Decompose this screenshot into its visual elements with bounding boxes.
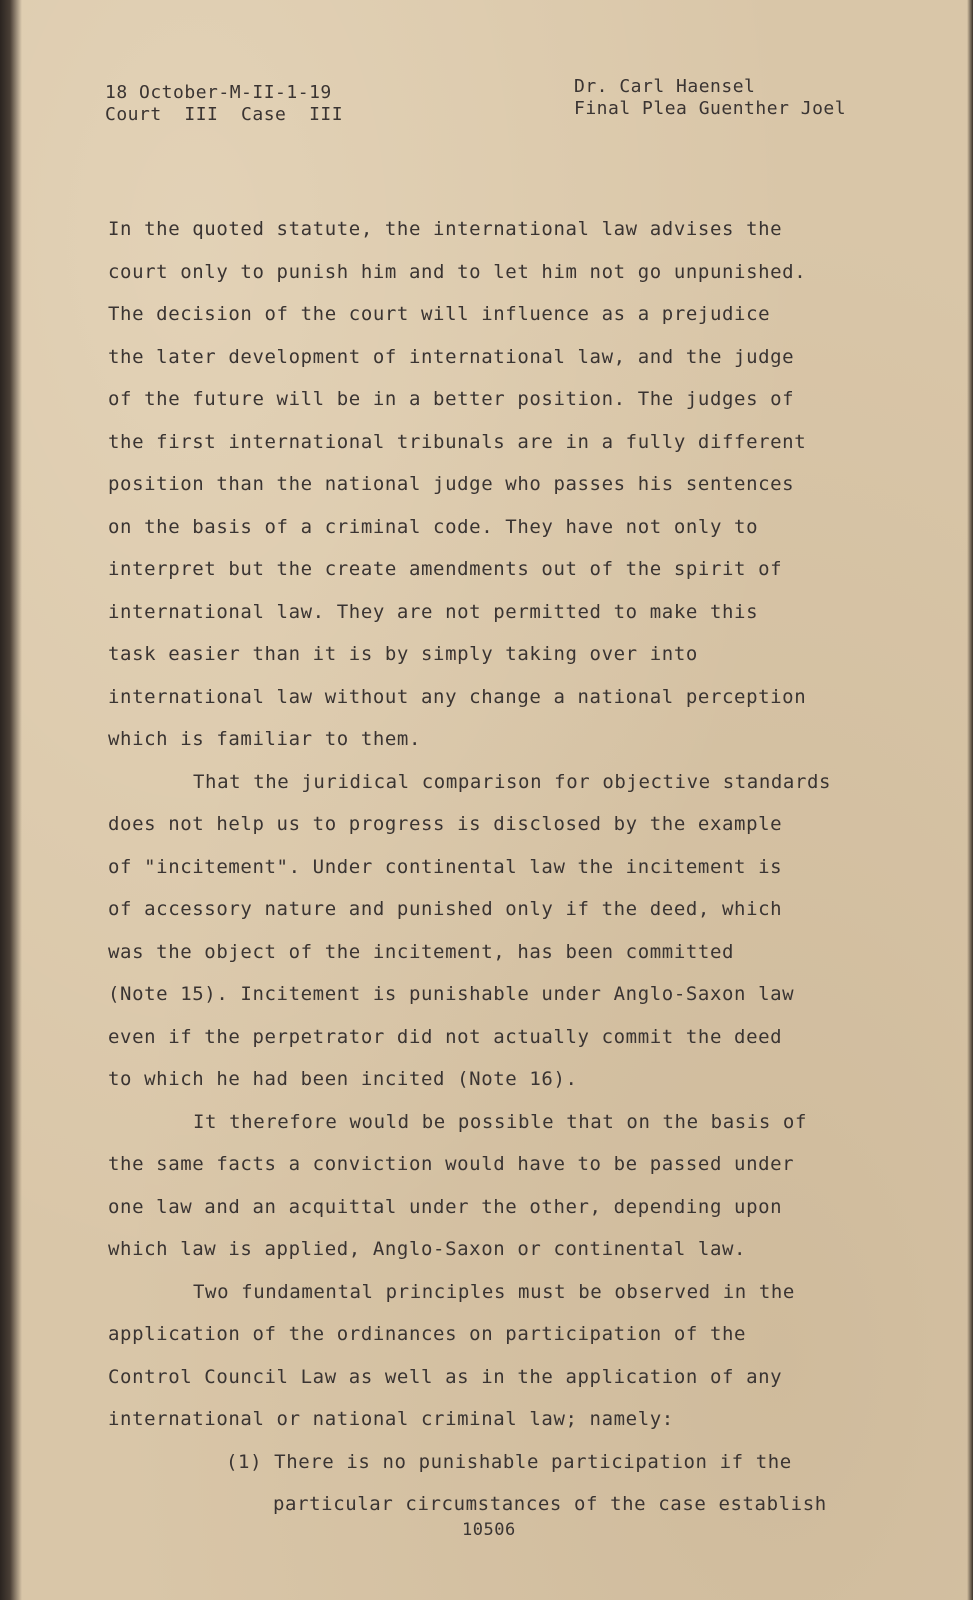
text-line: to which he had been incited (Note 16). bbox=[108, 1068, 578, 1090]
text-line: which is familiar to them. bbox=[108, 728, 422, 750]
header-case-reference bbox=[105, 82, 343, 126]
text-line: the first international tribunals are in a fully different bbox=[108, 430, 807, 453]
paragraph-start-line: It therefore would be possible that on the basis of bbox=[193, 1110, 807, 1133]
text-line: international law. They are not permitted to make this bbox=[108, 600, 759, 623]
text-line: The decision of the court will influence as a prejudice bbox=[108, 303, 771, 325]
numbered-item-continuation: particular circumstances of the case establish bbox=[273, 1493, 827, 1515]
paragraph-start-line: Two fundamental principles must be observed in the bbox=[193, 1280, 795, 1303]
text-line: of "incitement". Under continental law the incitement is bbox=[108, 855, 783, 878]
paragraph-start-line: That the juridical comparison for objective standards bbox=[193, 770, 832, 793]
header-author-name: Dr. Carl Haensel bbox=[574, 76, 756, 97]
text-line: international or national criminal law; namely: bbox=[108, 1408, 674, 1430]
text-line: does not help us to progress is disclosed by the example bbox=[108, 813, 783, 835]
text-line: the same facts a conviction would have to be passed under bbox=[108, 1153, 795, 1175]
text-line: application of the ordinances on participation of the bbox=[108, 1323, 747, 1345]
text-line: international law without any change a national perception bbox=[108, 685, 807, 708]
text-line: court only to punish him and to let him not go unpunished. bbox=[108, 260, 807, 283]
text-line: on the basis of a criminal code. They have not only to bbox=[108, 515, 759, 538]
numbered-item-line: (1) There is no punishable participation if the bbox=[226, 1450, 792, 1473]
text-line: interpret but the create amendments out of the spirit of bbox=[108, 558, 783, 580]
text-line: one law and an acquittal under the other, depending upon bbox=[108, 1195, 783, 1218]
text-line: task easier than it is by simply taking over into bbox=[108, 643, 698, 665]
header-author bbox=[574, 76, 846, 120]
text-line: the later development of international law, and the judge bbox=[108, 345, 795, 368]
text-line: position than the national judge who passes his sentences bbox=[108, 473, 795, 495]
header-document-title: Final Plea Guenther Joel bbox=[574, 98, 847, 119]
text-line: of accessory nature and punished only if the deed, which bbox=[108, 898, 783, 920]
page-number: 10506 bbox=[462, 1520, 516, 1540]
document-body bbox=[108, 208, 908, 1526]
header-date-line: 18 October-M-II-1-19 bbox=[105, 82, 332, 103]
header-court-line: Court III Case III bbox=[105, 104, 344, 125]
text-line: which law is applied, Anglo-Saxon or continental law. bbox=[108, 1238, 747, 1260]
text-line: even if the perpetrator did not actually commit the deed bbox=[108, 1025, 783, 1048]
text-line: (Note 15). Incitement is punishable under Anglo-Saxon law bbox=[108, 983, 795, 1005]
scan-edge-right bbox=[967, 0, 973, 1600]
text-line: was the object of the incitement, has been committed bbox=[108, 940, 735, 963]
scan-edge-left bbox=[0, 0, 22, 1600]
text-line: In the quoted statute, the international law advises the bbox=[108, 218, 783, 240]
text-line: of the future will be in a better position. The judges of bbox=[108, 388, 795, 410]
text-line: Control Council Law as well as in the application of any bbox=[108, 1365, 783, 1388]
